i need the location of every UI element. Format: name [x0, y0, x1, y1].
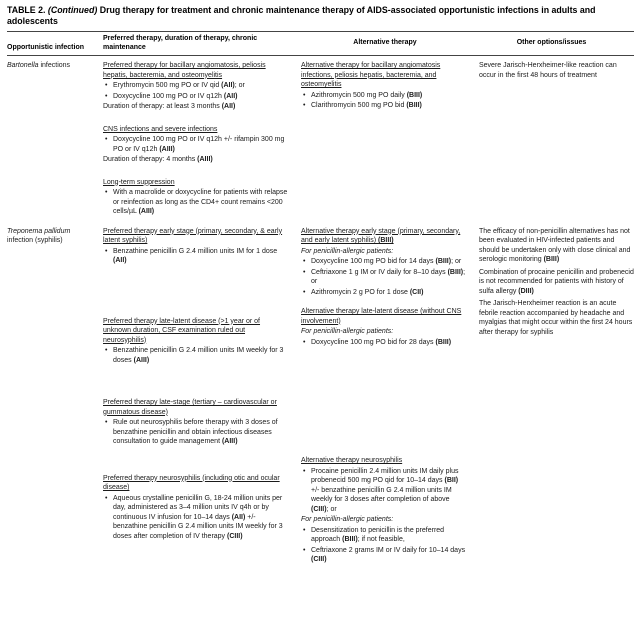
- section-gap: [301, 348, 467, 456]
- evidence-rating: (AII): [221, 82, 235, 89]
- evidence-rating: (BIII): [543, 256, 560, 263]
- table-header: [7, 32, 634, 56]
- text-line: [103, 102, 289, 112]
- evidence-rating: (BIII): [447, 268, 464, 276]
- text-line: [479, 299, 634, 337]
- evidence-rating: (BIII): [435, 338, 452, 346]
- text-span: ; or: [234, 82, 245, 89]
- evidence-rating: (AIII): [221, 438, 238, 445]
- evidence-rating: (BII): [444, 477, 459, 484]
- text-span: Alternative therapy for bacillary angiomatosis infections, peliosis hepatis, bacteremia, and osteomyelitis: [301, 62, 441, 88]
- text-span: For penicillin-allergic patients:: [301, 247, 394, 255]
- text-span: Preferred therapy early stage (primary, secondary, & early latent syphilis): [103, 227, 283, 244]
- section-heading: [103, 398, 289, 417]
- text-span: Benzathine penicillin G 2.4 million units IM for 1 dose: [113, 247, 278, 255]
- table-header-row: [7, 32, 634, 56]
- text-span: Benzathine penicillin G 2.4 million units IM weekly for 3 doses: [113, 347, 284, 364]
- text-span: Aqueous crystalline penicillin G, 18-24 million units per day, administered as 3–4 million units IV q4h or by continuous IV infusion for 10–14 days: [113, 494, 283, 521]
- bullet-item: [303, 268, 467, 287]
- section-heading: [301, 227, 467, 246]
- table-row: [7, 56, 634, 222]
- text-span: infection (syphilis): [7, 237, 63, 244]
- bullet-text: [113, 81, 289, 91]
- other-options-cell: [479, 56, 634, 222]
- bullet-item: [105, 494, 289, 542]
- section-heading: [103, 474, 289, 493]
- preferred-therapy-cell: [103, 222, 301, 570]
- bullet-text: [113, 188, 289, 217]
- bullet-item: [105, 135, 289, 154]
- text-span: Long-term suppression: [103, 178, 175, 186]
- section-heading: [301, 61, 467, 90]
- bullet-icon: •: [105, 82, 108, 89]
- bullet-item: [303, 467, 467, 515]
- section-gap: [301, 298, 467, 307]
- bullet-item: [303, 546, 467, 565]
- bullet-icon: •: [303, 268, 306, 276]
- text-span: Rule out neurosyphilis before therapy with 3 doses of benzathine penicillin and obtain infectious diseases consultation to guide management: [113, 419, 278, 445]
- bullet-text: [311, 338, 467, 348]
- patient-qualifier-line: [301, 327, 467, 337]
- text-span: +/- benzathine penicillin G 2.4 million units IM weekly for 3 doses after completion of above: [311, 486, 452, 503]
- text-span: +/- benzathine penicillin G 2.4 million units IM weekly for 3 doses after completion of IV therapy: [113, 513, 283, 540]
- text-span: Preferred therapy neurosyphilis (including otic and ocular disease): [103, 474, 280, 491]
- text-line: [103, 155, 289, 165]
- section-heading: [103, 227, 289, 246]
- text-line: [479, 61, 634, 80]
- text-span: For penicillin-allergic patients:: [301, 328, 394, 335]
- text-span: Doxycycline 100 mg PO bid for 14 days: [311, 258, 436, 265]
- text-span: Ceftriaxone 2 grams IM or IV daily for 10–14 days: [311, 546, 466, 554]
- bullet-icon: •: [105, 494, 108, 502]
- table-title-text: Drug therapy for treatment and chronic maintenance therapy of AIDS-associated opportunistic infections in adults and adolescents: [7, 5, 596, 26]
- evidence-rating: (AIII): [138, 208, 155, 215]
- text-span: Clarithromycin 500 mg PO bid: [311, 102, 407, 109]
- evidence-rating: (AIII): [159, 145, 175, 153]
- evidence-rating: (BIII): [378, 237, 394, 244]
- evidence-rating: (DIII): [518, 287, 534, 295]
- text-line: [479, 227, 634, 265]
- bullet-icon: •: [303, 467, 306, 475]
- preferred-therapy-cell: [103, 56, 301, 222]
- bullet-item: [105, 81, 289, 91]
- text-span: Doxycycline 100 mg PO bid for 28 days: [311, 338, 436, 346]
- text-span: Bartonella: [7, 62, 39, 69]
- text-span: Severe Jarisch-Herxheimer-like reaction can occur in the first 48 hours of treatment: [479, 62, 617, 79]
- text-span: Desensitization to penicillin is the preferred approach: [311, 526, 445, 543]
- bullet-text: [311, 257, 467, 267]
- text-span: Doxycycline 100 mg PO or IV q12h: [113, 92, 224, 100]
- text-span: Alternative therapy early stage (primary, secondary, and early latent syphilis): [301, 227, 461, 244]
- bullet-text: [311, 546, 467, 565]
- evidence-rating: (BIII): [406, 102, 422, 109]
- bullet-text: [113, 346, 289, 365]
- evidence-rating: (CIII): [311, 505, 327, 513]
- bullet-text: [311, 101, 467, 111]
- alternative-therapy-cell: [301, 56, 479, 222]
- table-body: [7, 56, 634, 570]
- bullet-icon: •: [303, 546, 306, 554]
- bullet-icon: •: [105, 189, 108, 196]
- bullet-text: [311, 288, 467, 298]
- text-span: ; or: [326, 505, 337, 513]
- text-span: Azithromycin 2 g PO for 1 dose: [311, 288, 410, 296]
- patient-qualifier-line: [301, 515, 467, 525]
- bullet-icon: •: [303, 258, 306, 265]
- text-span: Alternative therapy late-latent disease (without CNS involvement): [301, 308, 462, 325]
- bullet-icon: •: [303, 102, 306, 109]
- bullet-text: [311, 526, 467, 545]
- section-gap: [103, 113, 289, 125]
- text-span: Treponema pallidum: [7, 227, 71, 235]
- text-span: Procaine penicillin 2.4 million units IM daily plus probenecid 500 mg PO qid for 10–14 days: [311, 467, 459, 484]
- therapy-table: [7, 31, 634, 570]
- evidence-rating: (AII): [221, 103, 236, 110]
- text-span: Duration of therapy: 4 months: [103, 156, 198, 163]
- column-header-preferred-therapy: Preferred therapy, duration of therapy, chronic maintenance: [103, 32, 301, 56]
- section-heading: [301, 456, 467, 466]
- text-span: Alternative therapy neurosyphilis: [301, 457, 403, 464]
- bullet-item: [303, 288, 467, 298]
- bullet-text: [113, 247, 289, 266]
- infection-name-cell: [7, 56, 103, 222]
- text-span: Ceftriaxone 1 g IM or IV daily for 8–10 days: [311, 268, 448, 276]
- text-line: [479, 268, 634, 297]
- bullet-item: [105, 247, 289, 266]
- text-span: The efficacy of non-penicillin alternatives has not been evaluated in HIV-infected patients and should be undertaken only with close clinical and serologic monitoring: [479, 227, 631, 263]
- evidence-rating: (BIII): [435, 258, 452, 265]
- text-span: Azithromycin 500 mg PO daily: [311, 91, 407, 99]
- bullet-icon: •: [105, 136, 108, 143]
- section-heading: [103, 61, 289, 80]
- table-title-continued: (Continued): [47, 5, 98, 15]
- alternative-therapy-cell: [301, 222, 479, 570]
- bullet-icon: •: [105, 347, 108, 354]
- section-gap: [103, 448, 289, 474]
- table-title-label: TABLE 2.: [7, 5, 48, 15]
- text-span: Preferred therapy late-latent disease (>1 year or of unknown duration, CSF examination ruled out neurosyphilis): [103, 317, 261, 344]
- bullet-icon: •: [303, 526, 306, 534]
- patient-qualifier-line: [301, 247, 467, 257]
- evidence-rating: (AIII): [133, 356, 150, 364]
- bullet-item: [303, 338, 467, 348]
- bullet-text: [113, 92, 289, 102]
- evidence-rating: (AII): [231, 513, 246, 521]
- column-header-alternative-therapy: Alternative therapy: [301, 32, 479, 56]
- other-options-cell: [479, 222, 634, 570]
- bullet-item: [303, 91, 467, 101]
- evidence-rating: (AIII): [197, 156, 213, 163]
- text-span: infections: [38, 62, 71, 69]
- section-gap: [103, 366, 289, 398]
- evidence-rating: (CIII): [227, 532, 243, 540]
- text-span: With a macrolide or doxycycline for patients with relapse or reinfection as long as the CD4+ count remains <200 cells/µL: [113, 189, 288, 215]
- table-title: [7, 5, 634, 26]
- bullet-icon: •: [105, 92, 108, 100]
- bullet-text: [311, 91, 467, 101]
- text-span: Erythromycin 500 mg PO or IV qid: [113, 82, 222, 89]
- bullet-item: [303, 526, 467, 545]
- section-gap: [103, 267, 289, 317]
- evidence-rating: (CIII): [311, 556, 327, 563]
- evidence-rating: (BIII): [406, 91, 423, 99]
- bullet-text: [113, 418, 289, 447]
- bullet-icon: •: [105, 419, 108, 426]
- column-header-other-options: Other options/issues: [479, 32, 634, 56]
- text-span: ; or: [311, 268, 466, 285]
- text-span: CNS infections and severe infections: [103, 125, 218, 133]
- bullet-text: [311, 268, 467, 287]
- evidence-rating: (AII): [113, 257, 127, 264]
- section-heading: [103, 317, 289, 346]
- text-span: Preferred therapy for bacillary angiomatosis, peliosis hepatis, bacteremia, and osteomyelitis: [103, 62, 266, 79]
- section-heading: [103, 178, 289, 188]
- text-span: Combination of procaine penicillin and probenecid is not recommended for patients with history of sulfa allergy: [479, 268, 634, 295]
- text-span: ; if not feasible,: [357, 536, 405, 543]
- bullet-text: [311, 467, 467, 515]
- text-span: Doxycycline 100 mg PO or IV q12h +/- rifampin 300 mg PO or IV q12h: [113, 136, 285, 153]
- text-span: Preferred therapy late-stage (tertiary – cardiovascular or gummatous disease): [103, 399, 277, 416]
- bullet-item: [105, 188, 289, 217]
- section-heading: [301, 307, 467, 326]
- section-gap: [103, 166, 289, 178]
- bullet-icon: •: [105, 247, 108, 255]
- text-span: ; or: [451, 258, 462, 265]
- bullet-item: [303, 257, 467, 267]
- bullet-icon: •: [303, 288, 306, 296]
- bullet-item: [303, 101, 467, 111]
- text-span: The Jarisch-Herxheimer reaction is an acute febrile reaction accompanied by headache and myalgias that might occur within the first 24 hours after therapy for syphilis: [479, 300, 633, 336]
- text-span: For penicillin-allergic patients:: [301, 516, 394, 523]
- section-heading: [103, 125, 289, 135]
- bullet-item: [105, 418, 289, 447]
- bullet-item: [105, 346, 289, 365]
- bullet-text: [113, 494, 289, 542]
- evidence-rating: (BIII): [342, 536, 358, 543]
- column-header-opportunistic-infection: Opportunistic infection: [7, 32, 103, 56]
- text-span: Duration of therapy: at least 3 months: [103, 103, 222, 110]
- bullet-icon: •: [303, 91, 306, 99]
- bullet-item: [105, 92, 289, 102]
- bullet-icon: •: [303, 338, 306, 346]
- bullet-text: [113, 135, 289, 154]
- table-row: [7, 222, 634, 570]
- evidence-rating: (CII): [409, 288, 424, 296]
- evidence-rating: (AII): [223, 92, 238, 100]
- infection-name-cell: [7, 222, 103, 570]
